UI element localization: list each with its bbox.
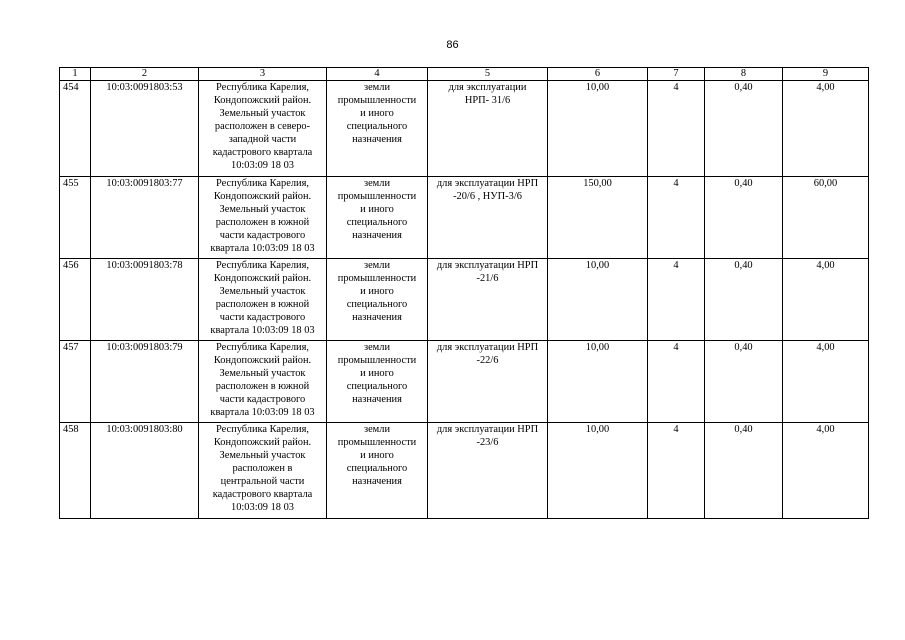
table-row	[60, 341, 869, 423]
cadastral-number: 10:03:0091803:79	[91, 341, 199, 423]
row-number: 457	[60, 341, 91, 423]
column-8-value: 0,40	[705, 177, 783, 259]
row-number: 458	[60, 423, 91, 519]
cadastral-number: 10:03:0091803:53	[91, 81, 199, 177]
area-value: 10,00	[548, 423, 648, 519]
category-text: земли промышленности и иного специального назначения	[337, 82, 417, 145]
column-header: 3	[199, 68, 327, 81]
area-value: 10,00	[548, 81, 648, 177]
page-number: 86	[446, 39, 459, 51]
row-number: 454	[60, 81, 91, 177]
purpose-text: для эксплуатации НРП -22/6	[436, 342, 539, 366]
column-header: 1	[60, 68, 91, 81]
column-7-value: 4	[648, 259, 705, 341]
column-9-value: 4,00	[783, 423, 869, 519]
purpose-cell	[428, 177, 548, 259]
purpose-text: для эксплуатации НРП -21/6	[436, 260, 539, 284]
location-cell	[199, 259, 327, 341]
column-8-value: 0,40	[705, 81, 783, 177]
table-row	[60, 259, 869, 341]
column-header: 2	[91, 68, 199, 81]
category-cell	[327, 341, 428, 423]
land-plots-table	[59, 67, 869, 519]
area-value: 150,00	[548, 177, 648, 259]
row-number: 456	[60, 259, 91, 341]
location-cell	[199, 81, 327, 177]
column-header: 9	[783, 68, 869, 81]
location-cell	[199, 177, 327, 259]
table-row	[60, 177, 869, 259]
category-text: земли промышленности и иного специального назначения	[337, 342, 417, 405]
purpose-cell	[428, 341, 548, 423]
category-text: земли промышленности и иного специального назначения	[337, 424, 417, 487]
column-9-value: 4,00	[783, 259, 869, 341]
category-cell	[327, 177, 428, 259]
location-text: Республика Карелия, Кондопожский район. Земельный участок расположен в южной части кадастрового квартала 10:03:09 18 03	[210, 260, 315, 336]
table-row	[60, 423, 869, 519]
column-9-value: 60,00	[783, 177, 869, 259]
table-row	[60, 81, 869, 177]
location-cell	[199, 341, 327, 423]
column-7-value: 4	[648, 177, 705, 259]
purpose-text: для эксплуатации НРП- 31/6	[448, 82, 527, 106]
column-8-value: 0,40	[705, 259, 783, 341]
column-9-value: 4,00	[783, 341, 869, 423]
column-7-value: 4	[648, 81, 705, 177]
category-cell	[327, 259, 428, 341]
column-8-value: 0,40	[705, 341, 783, 423]
category-text: земли промышленности и иного специального назначения	[337, 260, 417, 323]
column-header: 7	[648, 68, 705, 81]
column-9-value: 4,00	[783, 81, 869, 177]
purpose-text: для эксплуатации НРП -23/6	[436, 424, 539, 448]
purpose-cell	[428, 423, 548, 519]
cadastral-number: 10:03:0091803:78	[91, 259, 199, 341]
column-7-value: 4	[648, 341, 705, 423]
purpose-cell	[428, 81, 548, 177]
location-text: Республика Карелия, Кондопожский район. Земельный участок расположен в северо- западной части кадастрового квартала 10:03:09 18 03	[212, 82, 313, 171]
column-header: 4	[327, 68, 428, 81]
category-cell	[327, 81, 428, 177]
location-text: Республика Карелия, Кондопожский район. Земельный участок расположен в южной части кадастрового квартала 10:03:09 18 03	[210, 178, 315, 254]
row-number: 455	[60, 177, 91, 259]
location-cell	[199, 423, 327, 519]
purpose-cell	[428, 259, 548, 341]
area-value: 10,00	[548, 341, 648, 423]
location-text: Республика Карелия, Кондопожский район. Земельный участок расположен в южной части кадастрового квартала 10:03:09 18 03	[210, 342, 315, 418]
cadastral-number: 10:03:0091803:77	[91, 177, 199, 259]
purpose-text: для эксплуатации НРП -20/6 , НУП-3/6	[436, 178, 539, 202]
category-cell	[327, 423, 428, 519]
column-header: 6	[548, 68, 648, 81]
column-8-value: 0,40	[705, 423, 783, 519]
location-text: Республика Карелия, Кондопожский район. Земельный участок расположен в центральной части кадастрового квартала 10:03:09 18 03	[212, 424, 313, 513]
column-7-value: 4	[648, 423, 705, 519]
header-row	[60, 68, 869, 81]
category-text: земли промышленности и иного специального назначения	[337, 178, 417, 241]
column-header: 5	[428, 68, 548, 81]
cadastral-number: 10:03:0091803:80	[91, 423, 199, 519]
area-value: 10,00	[548, 259, 648, 341]
column-header: 8	[705, 68, 783, 81]
